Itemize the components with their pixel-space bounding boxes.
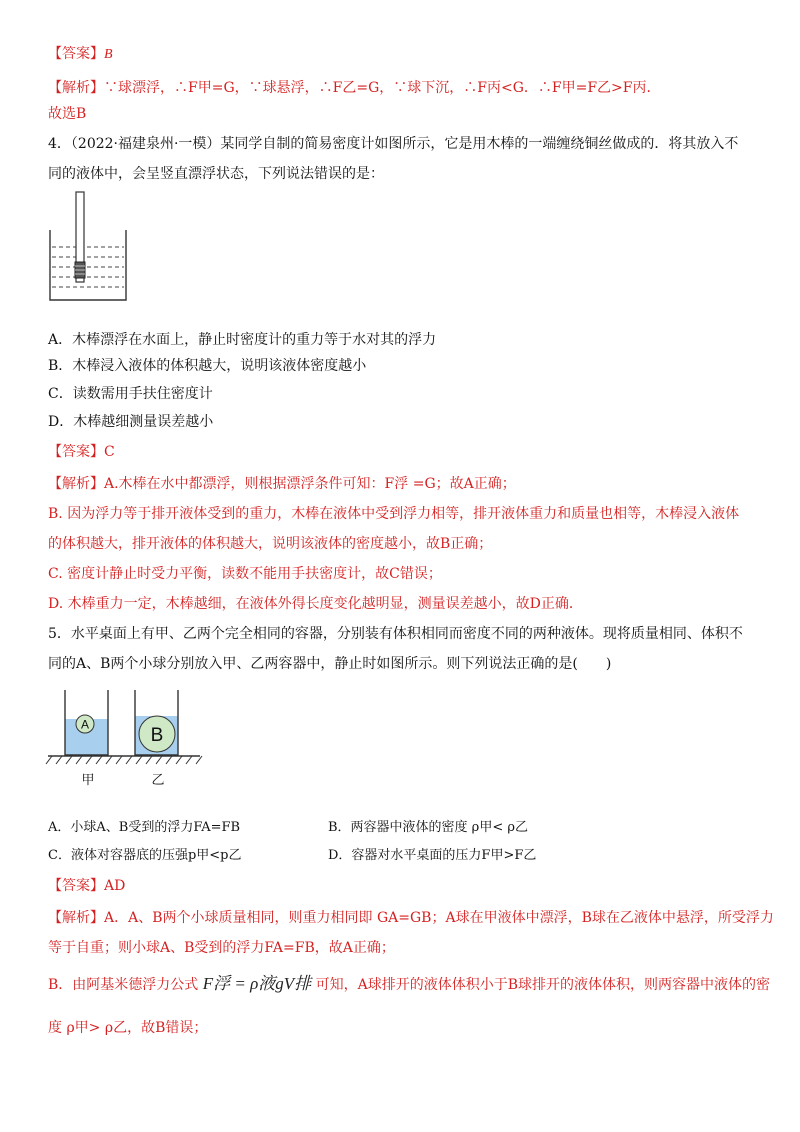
q5-analysis-a2: 等于自重；则小球A、B受到的浮力FA=FB，故A正确； xyxy=(48,940,395,956)
q3-answer-line xyxy=(48,44,113,65)
q5-option-a: A．小球A、B受到的浮力FA=FB xyxy=(48,820,241,835)
buoyancy-formula: F浮 = ρ液gV排 xyxy=(202,974,312,993)
q4-stem-line2: 同的液体中，会呈竖直漂浮状态，下列说法错误的是： xyxy=(48,166,384,182)
ball-b-label: B xyxy=(150,725,164,746)
ball-a-label: A xyxy=(80,717,90,732)
q4-analysis-b1: B. 因为浮力等于排开液体受到的重力，木棒在液体中受到浮力相等，排开液体重力和质量也相等，木棒浸入液体 xyxy=(48,506,740,522)
q4-option-c: C．读数需用手扶住密度计 xyxy=(48,386,213,402)
liquid-lines xyxy=(52,247,124,287)
label-yi: 乙 xyxy=(151,773,165,788)
q4-answer-tag: 【答案】 xyxy=(48,444,104,460)
beaker-outline xyxy=(50,230,126,300)
q4-analysis-d: D. 木棒重力一定，木棒越细，在液体外得长度变化越明显，测量误差越小，故D正确． xyxy=(48,596,583,612)
label-jia: 甲 xyxy=(81,773,95,788)
q5-option-b: B．两容器中液体的密度 ρ甲< ρ乙 xyxy=(328,820,528,835)
q5-option-c: C．液体对容器底的压强p甲<p乙 xyxy=(48,848,242,863)
q5-analysis-a1: A．A、B两个小球质量相同，则重力相同即 GA=GB；A球在甲液体中漂浮，B球在乙液体中悬浮，所受浮力 xyxy=(104,910,774,926)
q5-analysis-b-post: 可知，A球排开的液体体积小于B球排开的液体体积，则两容器中液体的密 xyxy=(315,977,771,993)
q5-answer-line xyxy=(48,876,125,896)
q4-analysis-b2: 的体积越大，排开液体的体积越大，说明该液体的密度越小，故B正确； xyxy=(48,536,493,552)
q5-answer-tag: 【答案】 xyxy=(48,878,104,894)
q4-option-a: A．木棒漂浮在水面上，静止时密度计的重力等于水对其的浮力 xyxy=(48,332,437,348)
q5-analysis-b-pre: B．由阿基米德浮力公式 xyxy=(48,977,199,993)
q5-analysis-b2: 度 ρ甲> ρ乙，故B错误； xyxy=(48,1020,208,1036)
q5-containers-figure xyxy=(44,690,204,790)
q5-stem-line1: 5．水平桌面上有甲、乙两个完全相同的容器，分别装有体积相同而密度不同的两种液体。现将质量相同、体积不 xyxy=(48,626,743,642)
table-hatching xyxy=(46,756,202,764)
q3-answer-tag: 【答案】 xyxy=(48,46,104,62)
q3-conclusion: 故选B xyxy=(48,106,87,122)
q4-answer-line xyxy=(48,442,115,462)
q4-analysis-a: A.木棒在水中都漂浮，则根据漂浮条件可知：F浮 =G；故A正确； xyxy=(104,476,516,492)
q4-analysis-tag: 【解析】 xyxy=(48,476,104,492)
q5-option-d: D．容器对水平桌面的压力F甲>F乙 xyxy=(328,848,537,863)
q3-analysis-tag: 【解析】 xyxy=(48,80,104,96)
q4-option-d: D．木棒越细测量误差越小 xyxy=(48,414,214,430)
q3-answer-value: B xyxy=(104,47,113,62)
q5-answer-value: AD xyxy=(104,878,126,894)
q4-option-b: B．木棒浸入液体的体积越大，说明该液体密度越小 xyxy=(48,358,367,374)
q5-analysis-b1-line xyxy=(48,974,770,995)
q4-stem-line1: 4．（2022·福建泉州·一模）某同学自制的简易密度计如图所示，它是用木棒的一端缠绕铜丝做成的．将其放入不 xyxy=(48,136,739,152)
q3-analysis-line xyxy=(48,78,661,98)
q4-densimeter-figure xyxy=(48,190,128,302)
q5-analysis-tag: 【解析】 xyxy=(48,910,104,926)
q4-analysis-c: C. 密度计静止时受力平衡，读数不能用手扶密度计，故C错误； xyxy=(48,566,442,582)
q4-analysis-a-line xyxy=(48,474,516,494)
q4-answer-value: C xyxy=(104,444,115,460)
q5-analysis-a1-line xyxy=(48,908,774,928)
q3-analysis-text: ∵球漂浮，∴F甲=G，∵球悬浮，∴F乙=G，∵球下沉，∴F丙<G．∴F甲=F乙>F丙． xyxy=(104,80,661,96)
q5-stem-line2: 同的A、B两个小球分别放入甲、乙两容器中，静止时如图所示。则下列说法正确的是( ) xyxy=(48,656,612,672)
